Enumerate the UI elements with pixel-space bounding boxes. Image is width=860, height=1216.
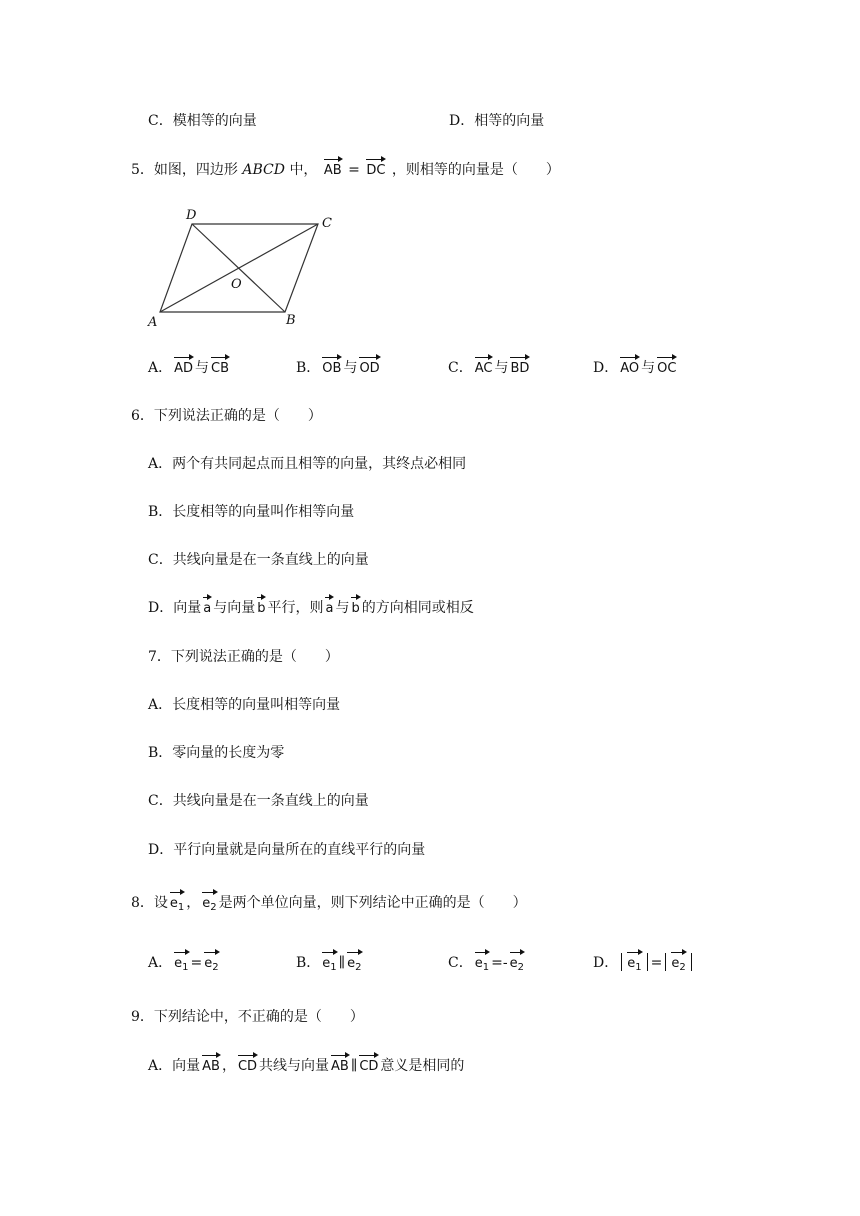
- q6d-mid2: 平行，则: [267, 600, 324, 616]
- conj: 与: [195, 360, 210, 376]
- equals: =: [348, 162, 360, 178]
- vector-cd: CD: [358, 1057, 379, 1077]
- parallel-symbol: ∥: [338, 955, 346, 971]
- conj: 与: [641, 360, 656, 376]
- conj: 与: [343, 360, 358, 376]
- abs-bar: [691, 953, 692, 971]
- vector-dc: DC: [365, 161, 386, 181]
- q9a-tail: 意义是相同的: [380, 1058, 465, 1074]
- q7-option-d: D．平行向量就是向量所在的直线平行的向量: [148, 842, 426, 858]
- q5-tail: ，则相等的向量是（ ）: [391, 162, 560, 178]
- vector-bd: BD: [509, 359, 530, 379]
- q6-option-d: [148, 598, 474, 619]
- vector-e2: $e_2$: [201, 894, 217, 918]
- comma: ，: [221, 1058, 236, 1074]
- q8-stem: [131, 893, 527, 918]
- vector-cd: CD: [237, 1057, 258, 1077]
- vector-ac: AC: [474, 359, 494, 379]
- q4-option-d: D．相等的向量: [449, 113, 545, 129]
- vector-b: b: [350, 599, 360, 619]
- q5-option-d: [593, 358, 678, 379]
- parallelogram-figure: [140, 200, 350, 335]
- q6-option-b: B．长度相等的向量叫作相等向量: [148, 504, 355, 520]
- label-a: A: [148, 315, 158, 330]
- q5-option-c: [448, 358, 531, 379]
- vector-a: a: [202, 599, 212, 619]
- q5-mid: 中，: [289, 162, 318, 178]
- diagonal-bd: [192, 224, 285, 312]
- vector-ab: AB: [201, 1057, 221, 1077]
- q5-quad-name: ABCD: [242, 162, 285, 178]
- q6-option-c: C．共线向量是在一条直线上的向量: [148, 552, 369, 568]
- q8-tail: 是两个单位向量，则下列结论中正确的是（ ）: [218, 895, 527, 911]
- vector-ad: AD: [173, 359, 194, 379]
- q6d-mid3: 与: [335, 600, 350, 616]
- q7-option-a: A．长度相等的向量叫相等向量: [148, 697, 341, 713]
- vector-e1: $e_1$: [173, 954, 189, 978]
- q7-option-c: C．共线向量是在一条直线上的向量: [148, 793, 369, 809]
- vector-ob: OB: [321, 359, 342, 379]
- vector-e2: $e_2$: [203, 954, 219, 978]
- equals: =: [190, 955, 203, 971]
- vector-e1: $e_1$: [626, 954, 642, 978]
- q5-stem: [131, 160, 560, 181]
- q6d-tail: 的方向相同或相反: [361, 600, 474, 616]
- abs-bar: [647, 953, 648, 971]
- option-letter: B．: [296, 360, 321, 376]
- vector-b: b: [256, 599, 266, 619]
- abs-bar: [621, 953, 622, 971]
- option-letter: D．: [593, 360, 619, 376]
- vector-e1: $e_1$: [321, 954, 337, 978]
- option-letter: A．: [148, 955, 173, 971]
- option-letter: B．: [296, 955, 321, 971]
- q6d-mid1: 与向量: [213, 600, 256, 616]
- q5-option-b: [296, 358, 382, 379]
- vector-e2: $e_2$: [670, 954, 686, 978]
- label-o: O: [231, 277, 242, 292]
- option-letter: C．: [448, 955, 473, 971]
- option-letter: D．: [593, 955, 619, 971]
- q5-option-a: [148, 358, 231, 379]
- vector-od: OD: [358, 359, 380, 379]
- q5-number: 5．如图，四边形: [131, 162, 238, 178]
- label-c: C: [322, 216, 332, 231]
- vector-e1: $e_1$: [169, 894, 185, 918]
- parallel-symbol: ∥: [350, 1058, 358, 1074]
- q7-option-b: B．零向量的长度为零: [148, 745, 285, 761]
- comma: ，: [186, 895, 201, 911]
- vector-cb: CB: [210, 359, 230, 379]
- q6d-pre: D．向量: [148, 600, 202, 616]
- equals: =: [650, 955, 663, 971]
- q8-option-c: [448, 953, 526, 978]
- vector-oc: OC: [656, 359, 677, 379]
- q6-stem: 6．下列说法正确的是（ ）: [131, 408, 322, 424]
- label-d: D: [186, 208, 197, 223]
- q7-stem: 7．下列说法正确的是（ ）: [148, 649, 339, 665]
- q9a-mid: 共线与向量: [259, 1058, 330, 1074]
- equals-negative: =-: [491, 955, 508, 971]
- option-letter: C．: [448, 360, 473, 376]
- q9-option-a: [148, 1056, 464, 1077]
- vector-ab: AB: [323, 161, 343, 181]
- vector-e1: $e_1$: [474, 954, 490, 978]
- vector-ab: AB: [330, 1057, 350, 1077]
- q9-stem: 9．下列结论中，不正确的是（ ）: [131, 1009, 364, 1025]
- vector-ao: AO: [619, 359, 640, 379]
- q9a-pre: A．向量: [148, 1058, 201, 1074]
- label-b: B: [286, 313, 296, 328]
- vector-a: a: [324, 599, 334, 619]
- option-letter: A．: [148, 360, 173, 376]
- q6-option-a: A．两个有共同起点而且相等的向量，其终点必相同: [148, 456, 467, 472]
- q4-option-c: C．模相等的向量: [148, 113, 257, 129]
- q8-option-b: [296, 953, 364, 978]
- q8-option-d: [593, 953, 695, 978]
- vector-e2: $e_2$: [346, 954, 362, 978]
- vector-e2: $e_2$: [509, 954, 525, 978]
- conj: 与: [494, 360, 509, 376]
- q8-option-a: [148, 953, 221, 978]
- abs-bar: [665, 953, 666, 971]
- q8-pre: 8．设: [131, 895, 168, 911]
